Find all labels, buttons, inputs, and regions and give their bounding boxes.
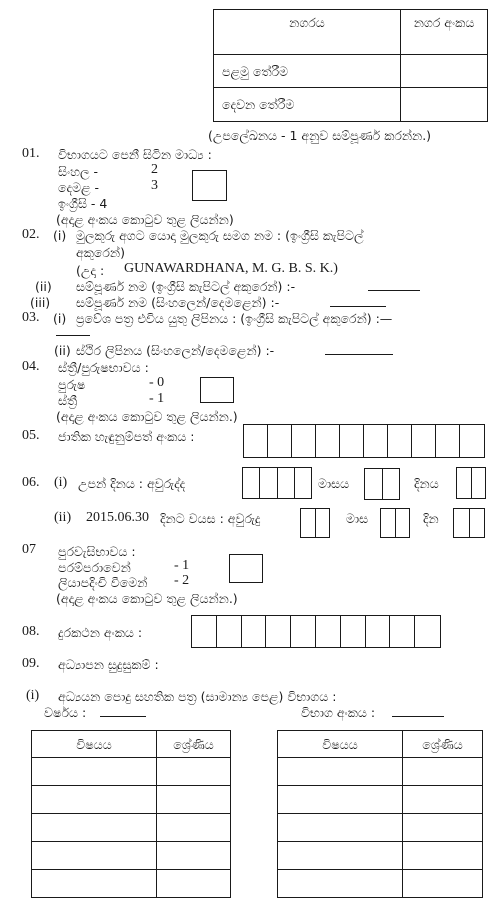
subject-cell[interactable] bbox=[278, 842, 403, 870]
age-months-boxes[interactable] bbox=[380, 508, 410, 538]
q04-option-female-code: - 1 bbox=[149, 391, 165, 406]
ol-year-label: වර්ෂය : bbox=[44, 705, 87, 720]
q01-note: (අදාළ අංකය කොටුව තුළ ලියන්න) bbox=[56, 212, 234, 227]
q09-i-label: (i) bbox=[26, 688, 40, 703]
q02-ii-answer-line[interactable] bbox=[368, 290, 420, 291]
q01-option-tamil-code: 3 bbox=[151, 178, 158, 193]
table-row bbox=[32, 842, 231, 870]
col-header-grade: ශ්‍රේණිය bbox=[403, 731, 483, 758]
subject-cell[interactable] bbox=[278, 814, 403, 842]
q02-number: 02. bbox=[22, 227, 40, 242]
q03-ii-text: ස්ථිර ලිපිනය (සිංහලෙන්/දෙමළෙන්) :- bbox=[76, 343, 275, 358]
phone-digit-box[interactable] bbox=[192, 616, 217, 647]
birth-year-digit-box[interactable] bbox=[295, 468, 311, 498]
table-row bbox=[32, 870, 231, 898]
subject-cell[interactable] bbox=[278, 870, 403, 898]
q04-option-male-code: - 0 bbox=[149, 375, 165, 390]
q06-ii-day-label: දින bbox=[423, 511, 439, 526]
q01-option-tamil: දෙමළ - bbox=[58, 180, 100, 195]
phone-digit-box[interactable] bbox=[366, 616, 391, 647]
q05-text: ජාතික හැඳුනුම්පත් අංකය : bbox=[58, 429, 195, 444]
q01-option-sinhala: සිංහල - bbox=[58, 164, 99, 179]
q02-iii-label: (iii) bbox=[30, 295, 51, 310]
birth-year-digit-box[interactable] bbox=[278, 468, 295, 498]
table-row bbox=[32, 758, 231, 786]
q02-example-value: GUNAWARDHANA, M. G. B. S. K.) bbox=[124, 261, 338, 276]
birth-month-digit-box[interactable] bbox=[383, 469, 400, 499]
q03-ii-label: (ii) bbox=[54, 343, 71, 358]
q07-option-descent-code: - 1 bbox=[174, 558, 190, 573]
subject-cell[interactable] bbox=[32, 870, 157, 898]
q06-ii-date: 2015.06.30 bbox=[86, 510, 149, 525]
q02-i-label: (i) bbox=[53, 228, 67, 243]
subject-grade-table-left bbox=[31, 730, 231, 898]
q08-number: 08. bbox=[22, 624, 40, 639]
q07-number: 07 bbox=[22, 542, 36, 557]
age-days-digit-box[interactable] bbox=[454, 509, 470, 537]
nic-digit-box[interactable] bbox=[244, 425, 268, 457]
q07-note: (අදාළ අංකය කොටුව තුළ ලියන්න.) bbox=[56, 591, 238, 606]
ol-index-answer-line[interactable] bbox=[392, 716, 444, 717]
q06-i-day-label: දිනය bbox=[414, 476, 439, 491]
phone-digit-box[interactable] bbox=[316, 616, 341, 647]
table-row bbox=[32, 814, 231, 842]
q08-text: දුරකථන අංකය : bbox=[58, 625, 143, 640]
subject-cell[interactable] bbox=[32, 786, 157, 814]
age-years-digit-box[interactable] bbox=[316, 509, 330, 537]
grade-cell[interactable] bbox=[157, 870, 231, 898]
nic-number-boxes[interactable] bbox=[243, 424, 485, 458]
second-choice-number-cell[interactable] bbox=[401, 88, 488, 122]
city-choice-table bbox=[213, 9, 488, 122]
grade-cell[interactable] bbox=[157, 786, 231, 814]
col-header-grade: ශ්‍රේණිය bbox=[157, 731, 231, 758]
subject-cell[interactable] bbox=[32, 758, 157, 786]
birth-day-digit-box[interactable] bbox=[472, 468, 486, 498]
birth-day-boxes[interactable] bbox=[456, 467, 486, 499]
q06-ii-label: (ii) bbox=[54, 510, 72, 525]
age-years-digit-box[interactable] bbox=[301, 509, 316, 537]
q03-i-label: (i) bbox=[53, 311, 67, 326]
q04-gender-box[interactable] bbox=[200, 377, 234, 403]
grade-cell[interactable] bbox=[157, 758, 231, 786]
birth-year-digit-box[interactable] bbox=[260, 468, 277, 498]
q09-number: 09. bbox=[22, 656, 40, 671]
subject-cell[interactable] bbox=[32, 814, 157, 842]
q02-ii-text: සම්පූර්ණ නම (ඉංග්‍රීසි කැපිටල් අකුරෙන්) :- bbox=[76, 279, 296, 294]
grade-cell[interactable] bbox=[157, 842, 231, 870]
age-days-digit-box[interactable] bbox=[470, 509, 485, 537]
grade-cell[interactable] bbox=[403, 842, 483, 870]
q04-number: 04. bbox=[22, 359, 40, 374]
q02-ii-label: (ii) bbox=[35, 279, 52, 294]
first-choice-number-cell[interactable] bbox=[401, 55, 488, 88]
table-row bbox=[278, 870, 483, 898]
q07-citizenship-box[interactable] bbox=[229, 554, 263, 583]
table-row bbox=[278, 786, 483, 814]
q02-iii-text: සම්පූර්ණ නම (සිංහලෙන්/දෙමළෙන්) :- bbox=[76, 295, 280, 310]
nic-digit-box[interactable] bbox=[388, 425, 412, 457]
age-years-boxes[interactable] bbox=[300, 508, 330, 538]
age-days-boxes[interactable] bbox=[453, 508, 485, 538]
birth-year-digit-box[interactable] bbox=[243, 468, 260, 498]
phone-digit-box[interactable] bbox=[217, 616, 242, 647]
schedule-instruction: (උපලේඛනය - 1 අනුව සම්පූර්ණ කරන්න.) bbox=[208, 128, 432, 143]
q04-option-female: ස්ත්‍රී bbox=[58, 393, 78, 408]
table-row bbox=[32, 786, 231, 814]
nic-digit-box[interactable] bbox=[268, 425, 292, 457]
q09-text: අධ්‍යාපන සුදුසුකම් : bbox=[58, 657, 159, 672]
grade-cell[interactable] bbox=[403, 786, 483, 814]
first-choice-label: පළමු තේරීම bbox=[214, 55, 401, 88]
q01-medium-box[interactable] bbox=[192, 170, 227, 201]
nic-digit-box[interactable] bbox=[364, 425, 388, 457]
nic-digit-box[interactable] bbox=[436, 425, 460, 457]
phone-digit-box[interactable] bbox=[266, 616, 291, 647]
q06-ii-text: දිනට වයස : අවුරුදු bbox=[160, 511, 261, 526]
phone-number-boxes[interactable] bbox=[191, 615, 441, 648]
q02-i-text-cont: අකුරෙන්) bbox=[76, 245, 125, 260]
age-months-digit-box[interactable] bbox=[381, 509, 396, 537]
q03-number: 03. bbox=[22, 310, 40, 325]
q07-option-registration: ලියාපදිංචි වීමෙන් bbox=[58, 575, 148, 590]
q01-number: 01. bbox=[22, 146, 40, 161]
col-header-subject: විෂයය bbox=[32, 731, 157, 758]
table-row bbox=[278, 814, 483, 842]
nic-digit-box[interactable] bbox=[316, 425, 340, 457]
q03-i-answer-line[interactable] bbox=[56, 335, 90, 336]
q01-title: විභාගයට පෙනී සිටින මාධ්‍ය : bbox=[58, 147, 212, 162]
phone-digit-box[interactable] bbox=[291, 616, 316, 647]
grade-cell[interactable] bbox=[403, 758, 483, 786]
q06-number: 06. bbox=[22, 475, 40, 490]
birth-year-boxes[interactable] bbox=[242, 467, 312, 499]
q06-i-month-label: මාසය bbox=[318, 476, 350, 491]
ol-index-label: විභාග අංකය : bbox=[301, 705, 376, 720]
nic-digit-box[interactable] bbox=[292, 425, 316, 457]
grade-cell[interactable] bbox=[157, 814, 231, 842]
col-header-city: නගරය bbox=[214, 10, 401, 55]
table-row bbox=[278, 842, 483, 870]
q07-option-descent: පරම්පරාවෙන් bbox=[58, 560, 131, 575]
grade-cell[interactable] bbox=[403, 814, 483, 842]
q02-iii-answer-line[interactable] bbox=[330, 306, 386, 307]
q09-i-text: අධ්‍යයන පොදු සහතික පත්‍ර (සාමාන්‍ය පෙළ) විභාගය : bbox=[58, 689, 337, 704]
subject-cell[interactable] bbox=[278, 786, 403, 814]
q04-note: (අදාළ අංකය කොටුව තුළ ලියන්න.) bbox=[56, 409, 238, 424]
subject-grade-table-right bbox=[277, 730, 483, 898]
q01-option-english: ඉංග්‍රීසි - 4 bbox=[58, 196, 108, 211]
q02-i-text: මුලකුරු අගට යොදා මුලකුරු සමග නම : (ඉංග්‍රීසි කැපිටල් bbox=[76, 228, 364, 243]
nic-digit-box[interactable] bbox=[340, 425, 364, 457]
birth-month-boxes[interactable] bbox=[364, 468, 400, 500]
nic-digit-box[interactable] bbox=[412, 425, 436, 457]
birth-month-digit-box[interactable] bbox=[365, 469, 383, 499]
q06-i-text: උපන් දිනය : අවුරුද්ද bbox=[78, 476, 186, 491]
q06-ii-month-label: මාස bbox=[346, 511, 369, 526]
col-header-city-number: නගර අංකය bbox=[401, 10, 488, 55]
q07-title: පුරවැසිභාවය : bbox=[58, 544, 136, 559]
second-choice-label: දෙවන තේරීම bbox=[214, 88, 401, 122]
q06-i-label: (i) bbox=[54, 475, 68, 490]
q02-example-prefix: (උදා : bbox=[76, 263, 105, 278]
q03-ii-answer-line[interactable] bbox=[325, 354, 393, 355]
col-header-subject: විෂයය bbox=[278, 731, 403, 758]
q03-i-text: ප්‍රවේශ පත්‍ර එවිය යුතු ලිපිනය : (ඉංග්‍රීසි කැපිටල් අකුරෙන්) :— bbox=[76, 311, 393, 326]
phone-digit-box[interactable] bbox=[242, 616, 267, 647]
q01-option-sinhala-code: 2 bbox=[151, 162, 158, 177]
nic-digit-box[interactable] bbox=[460, 425, 484, 457]
grade-cell[interactable] bbox=[403, 870, 483, 898]
phone-digit-box[interactable] bbox=[415, 616, 440, 647]
ol-year-answer-line[interactable] bbox=[100, 716, 146, 717]
birth-day-digit-box[interactable] bbox=[457, 468, 472, 498]
subject-cell[interactable] bbox=[278, 758, 403, 786]
q05-number: 05. bbox=[22, 428, 40, 443]
q07-option-registration-code: - 2 bbox=[174, 573, 190, 588]
phone-digit-box[interactable] bbox=[341, 616, 366, 647]
phone-digit-box[interactable] bbox=[390, 616, 415, 647]
table-row bbox=[278, 758, 483, 786]
age-months-digit-box[interactable] bbox=[396, 509, 410, 537]
q04-option-male: පුරුෂ bbox=[58, 377, 86, 392]
subject-cell[interactable] bbox=[32, 842, 157, 870]
q04-title: ස්ත්‍රී/පුරුෂභාවය : bbox=[58, 360, 149, 375]
